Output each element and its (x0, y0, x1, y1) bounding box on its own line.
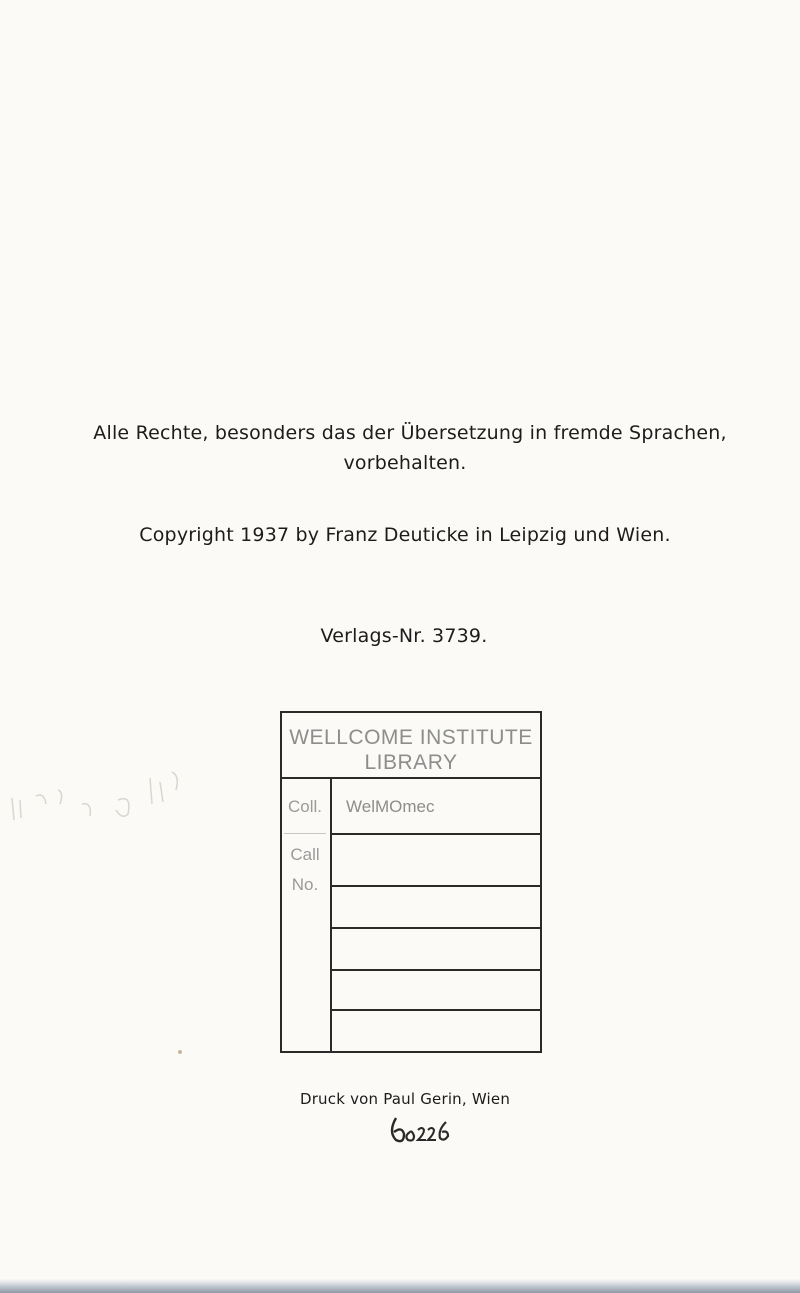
stamp-title-line-2: LIBRARY (364, 751, 458, 774)
rights-notice (0, 418, 800, 478)
stamp-label-dash (284, 833, 326, 834)
copyright-notice: Copyright 1937 by Franz Deuticke in Leipzig und Wien. (139, 524, 671, 546)
faint-pencil-marks (0, 760, 200, 840)
printer-credit: Druck von Paul Gerin, Wien (299, 1090, 511, 1108)
stamp-label-coll: Coll. (287, 797, 322, 816)
publisher-number: Verlags-Nr. 3739. (320, 625, 488, 647)
stamp-heading-rule (280, 777, 542, 779)
scan-edge-band (0, 1279, 800, 1293)
rights-line-1: Alle Rechte, besonders das der Übersetzung in fremde Sprachen, (93, 422, 727, 444)
stamp-row-rule (332, 833, 540, 835)
stamp-heading (280, 711, 542, 777)
stamp-row-rule (332, 885, 540, 887)
stamp-title-line-1: WELLCOME INSTITUTE (289, 726, 533, 749)
rights-line-2: vorbehalten. (343, 452, 467, 474)
stamp-label-call: Call (290, 845, 320, 864)
handwritten-mark (386, 1112, 456, 1152)
stamp-row-rule (332, 1009, 540, 1011)
stamp-row-rule (332, 969, 540, 971)
library-stamp (280, 711, 540, 1051)
stamp-label-no: No. (291, 875, 319, 894)
stray-dot (178, 1050, 182, 1054)
stamp-row-rule (332, 927, 540, 929)
stamp-value-coll: WelMOmec (346, 797, 435, 816)
